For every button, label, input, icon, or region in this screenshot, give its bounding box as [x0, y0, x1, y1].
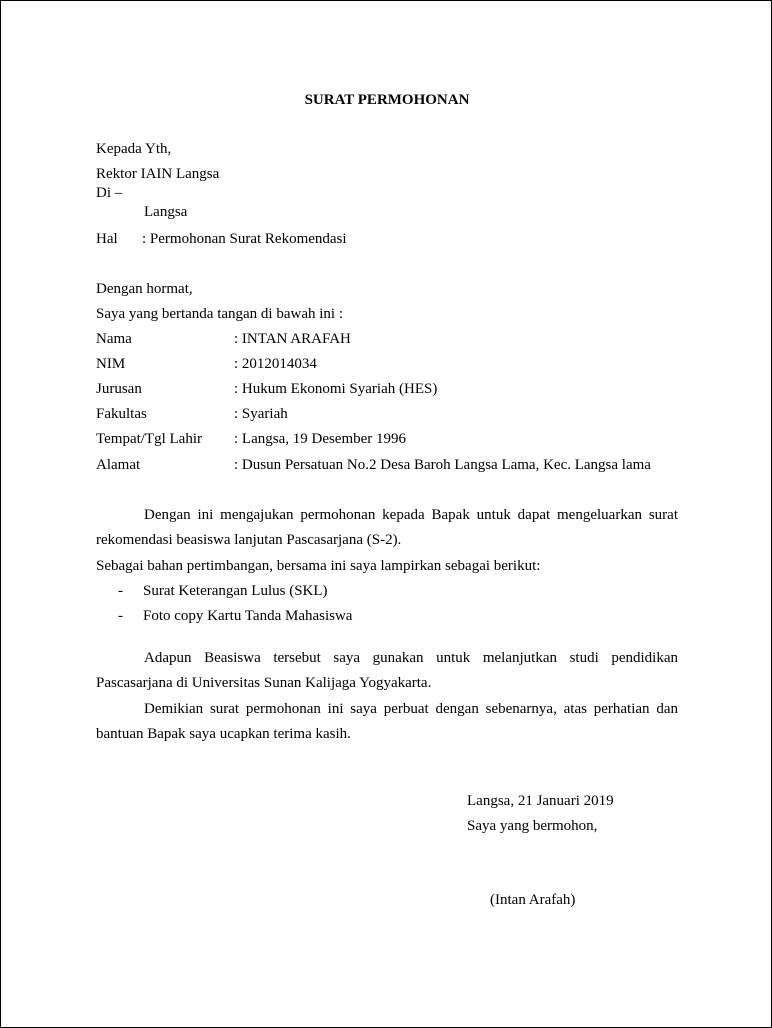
recipient-line-3: Di –	[96, 185, 123, 201]
signoff: Saya yang bermohon,	[467, 818, 598, 834]
paragraph-request-line-2: rekomendasi beasiswa lanjutan Pascasarjana (S-2).	[96, 532, 402, 548]
paragraph-closing-line-2: bantuan Bapak saya ucapkan terima kasih.	[96, 726, 351, 742]
identity-label-jurusan: Jurusan	[96, 381, 142, 397]
subject-label: Hal	[96, 231, 118, 247]
attachment-item-2: Foto copy Kartu Tanda Mahasiswa	[143, 608, 353, 624]
greeting: Dengan hormat,	[96, 281, 193, 297]
attachments-intro: Sebagai bahan pertimbangan, bersama ini saya lampirkan sebagai berikut:	[96, 558, 541, 574]
identity-value-fakultas: : Syariah	[234, 406, 288, 422]
paragraph-closing	[96, 697, 678, 747]
identity-value-name: : INTAN ARAFAH	[234, 331, 351, 347]
recipient-line-1: Kepada Yth,	[96, 141, 172, 157]
recipient-line-2: Rektor IAIN Langsa	[96, 166, 220, 182]
identity-value-nim: : 2012014034	[234, 356, 317, 372]
identity-label-name: Nama	[96, 331, 132, 347]
letter-title: SURAT PERMOHONAN	[304, 92, 470, 108]
paragraph-purpose-line-1: Adapun Beasiswa tersebut saya gunakan untuk melanjutkan studi pendidikan	[144, 650, 678, 666]
recipient-city: Langsa	[144, 204, 188, 220]
place-date: Langsa, 21 Januari 2019	[467, 793, 614, 809]
signer-name: (Intan Arafah)	[490, 892, 576, 908]
identity-value-birth: : Langsa, 19 Desember 1996	[234, 431, 407, 447]
attachment-item-1: Surat Keterangan Lulus (SKL)	[143, 583, 328, 599]
intro-text: Saya yang bertanda tangan di bawah ini :	[96, 306, 344, 322]
identity-label-nim: NIM	[96, 356, 126, 372]
paragraph-closing-line-1: Demikian surat permohonan ini saya perbuat dengan sebenarnya, atas perhatian dan	[144, 701, 678, 717]
identity-value-address: : Dusun Persatuan No.2 Desa Baroh Langsa Lama, Kec. Langsa lama	[234, 457, 651, 473]
attachment-dash-2: -	[118, 608, 123, 624]
subject-value: : Permohonan Surat Rekomendasi	[142, 231, 347, 247]
identity-label-birth: Tempat/Tgl Lahir	[96, 431, 202, 447]
identity-value-jurusan: : Hukum Ekonomi Syariah (HES)	[234, 381, 438, 397]
paragraph-purpose-line-2: Pascasarjana di Universitas Sunan Kalijaga Yogyakarta.	[96, 675, 432, 691]
paragraph-request	[96, 503, 678, 553]
attachment-dash-1: -	[118, 583, 123, 599]
paragraph-purpose	[96, 646, 678, 696]
paragraph-request-line-1: Dengan ini mengajukan permohonan kepada Bapak untuk dapat mengeluarkan surat	[144, 507, 678, 523]
identity-label-address: Alamat	[96, 457, 141, 473]
identity-label-fakultas: Fakultas	[96, 406, 147, 422]
